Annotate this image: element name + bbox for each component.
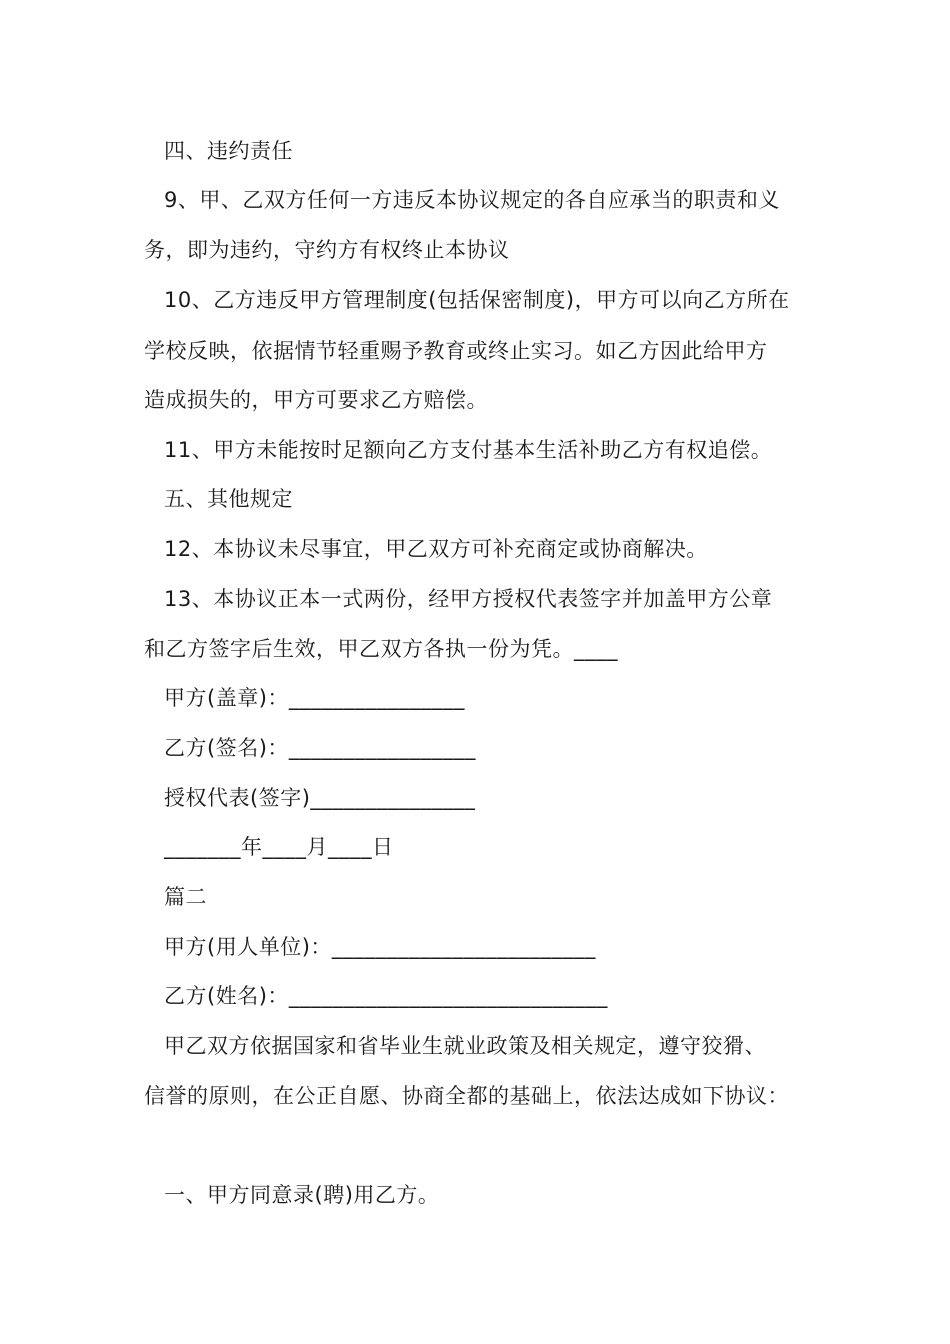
clause-10-line-1: 10、乙方违反甲方管理制度(包括保密制度)，甲方可以向乙方所在 <box>164 288 790 312</box>
preamble-line-1: 甲乙双方依据国家和省毕业生就业政策及相关规定，遵守狡猾、 <box>164 1034 766 1058</box>
section-heading-other: 五、其他规定 <box>164 487 293 511</box>
preamble-line-2: 信誉的原则，在公正自愿、协商全都的基础上，依法达成如下协议： <box>144 1084 789 1108</box>
clause-9-line-2: 务，即为违约，守约方有权终止本协议 <box>144 238 510 262</box>
date-line: _______年____月____日 <box>164 835 394 859</box>
clause-one-hire: 一、甲方同意录(聘)用乙方。 <box>164 1183 440 1207</box>
party-a-employer-line: 甲方(用人单位)：________________________ <box>164 935 596 959</box>
section-heading-breach: 四、违约责任 <box>164 139 293 163</box>
clause-11: 11、甲方未能按时足额向乙方支付基本生活补助乙方有权追偿。 <box>164 438 773 462</box>
clause-13-line-2: 和乙方签字后生效，甲乙双方各执一份为凭。____ <box>144 637 618 661</box>
clause-10-line-2: 学校反映，依据情节轻重赐予教育或终止实习。如乙方因此给甲方 <box>144 339 768 363</box>
clause-9-line-1: 9、甲、乙双方任何一方违反本协议规定的各自应承当的职责和义 <box>164 188 780 212</box>
clause-12: 12、本协议未尽事宜，甲乙双方可补充商定或协商解决。 <box>164 537 708 561</box>
clause-10-line-3: 造成损失的，甲方可要求乙方赔偿。 <box>144 388 488 412</box>
clause-13-line-1: 13、本协议正本一式两份，经甲方授权代表签字并加盖甲方公章 <box>164 587 773 611</box>
party-b-signature-line: 乙方(签名)：_________________ <box>164 736 476 760</box>
party-a-seal-line: 甲方(盖章)：________________ <box>164 686 465 710</box>
part-two-heading: 篇二 <box>164 885 207 909</box>
party-b-name-line: 乙方(姓名)：_____________________________ <box>164 984 608 1008</box>
authorized-rep-signature-line: 授权代表(签字)_______________ <box>164 786 476 810</box>
